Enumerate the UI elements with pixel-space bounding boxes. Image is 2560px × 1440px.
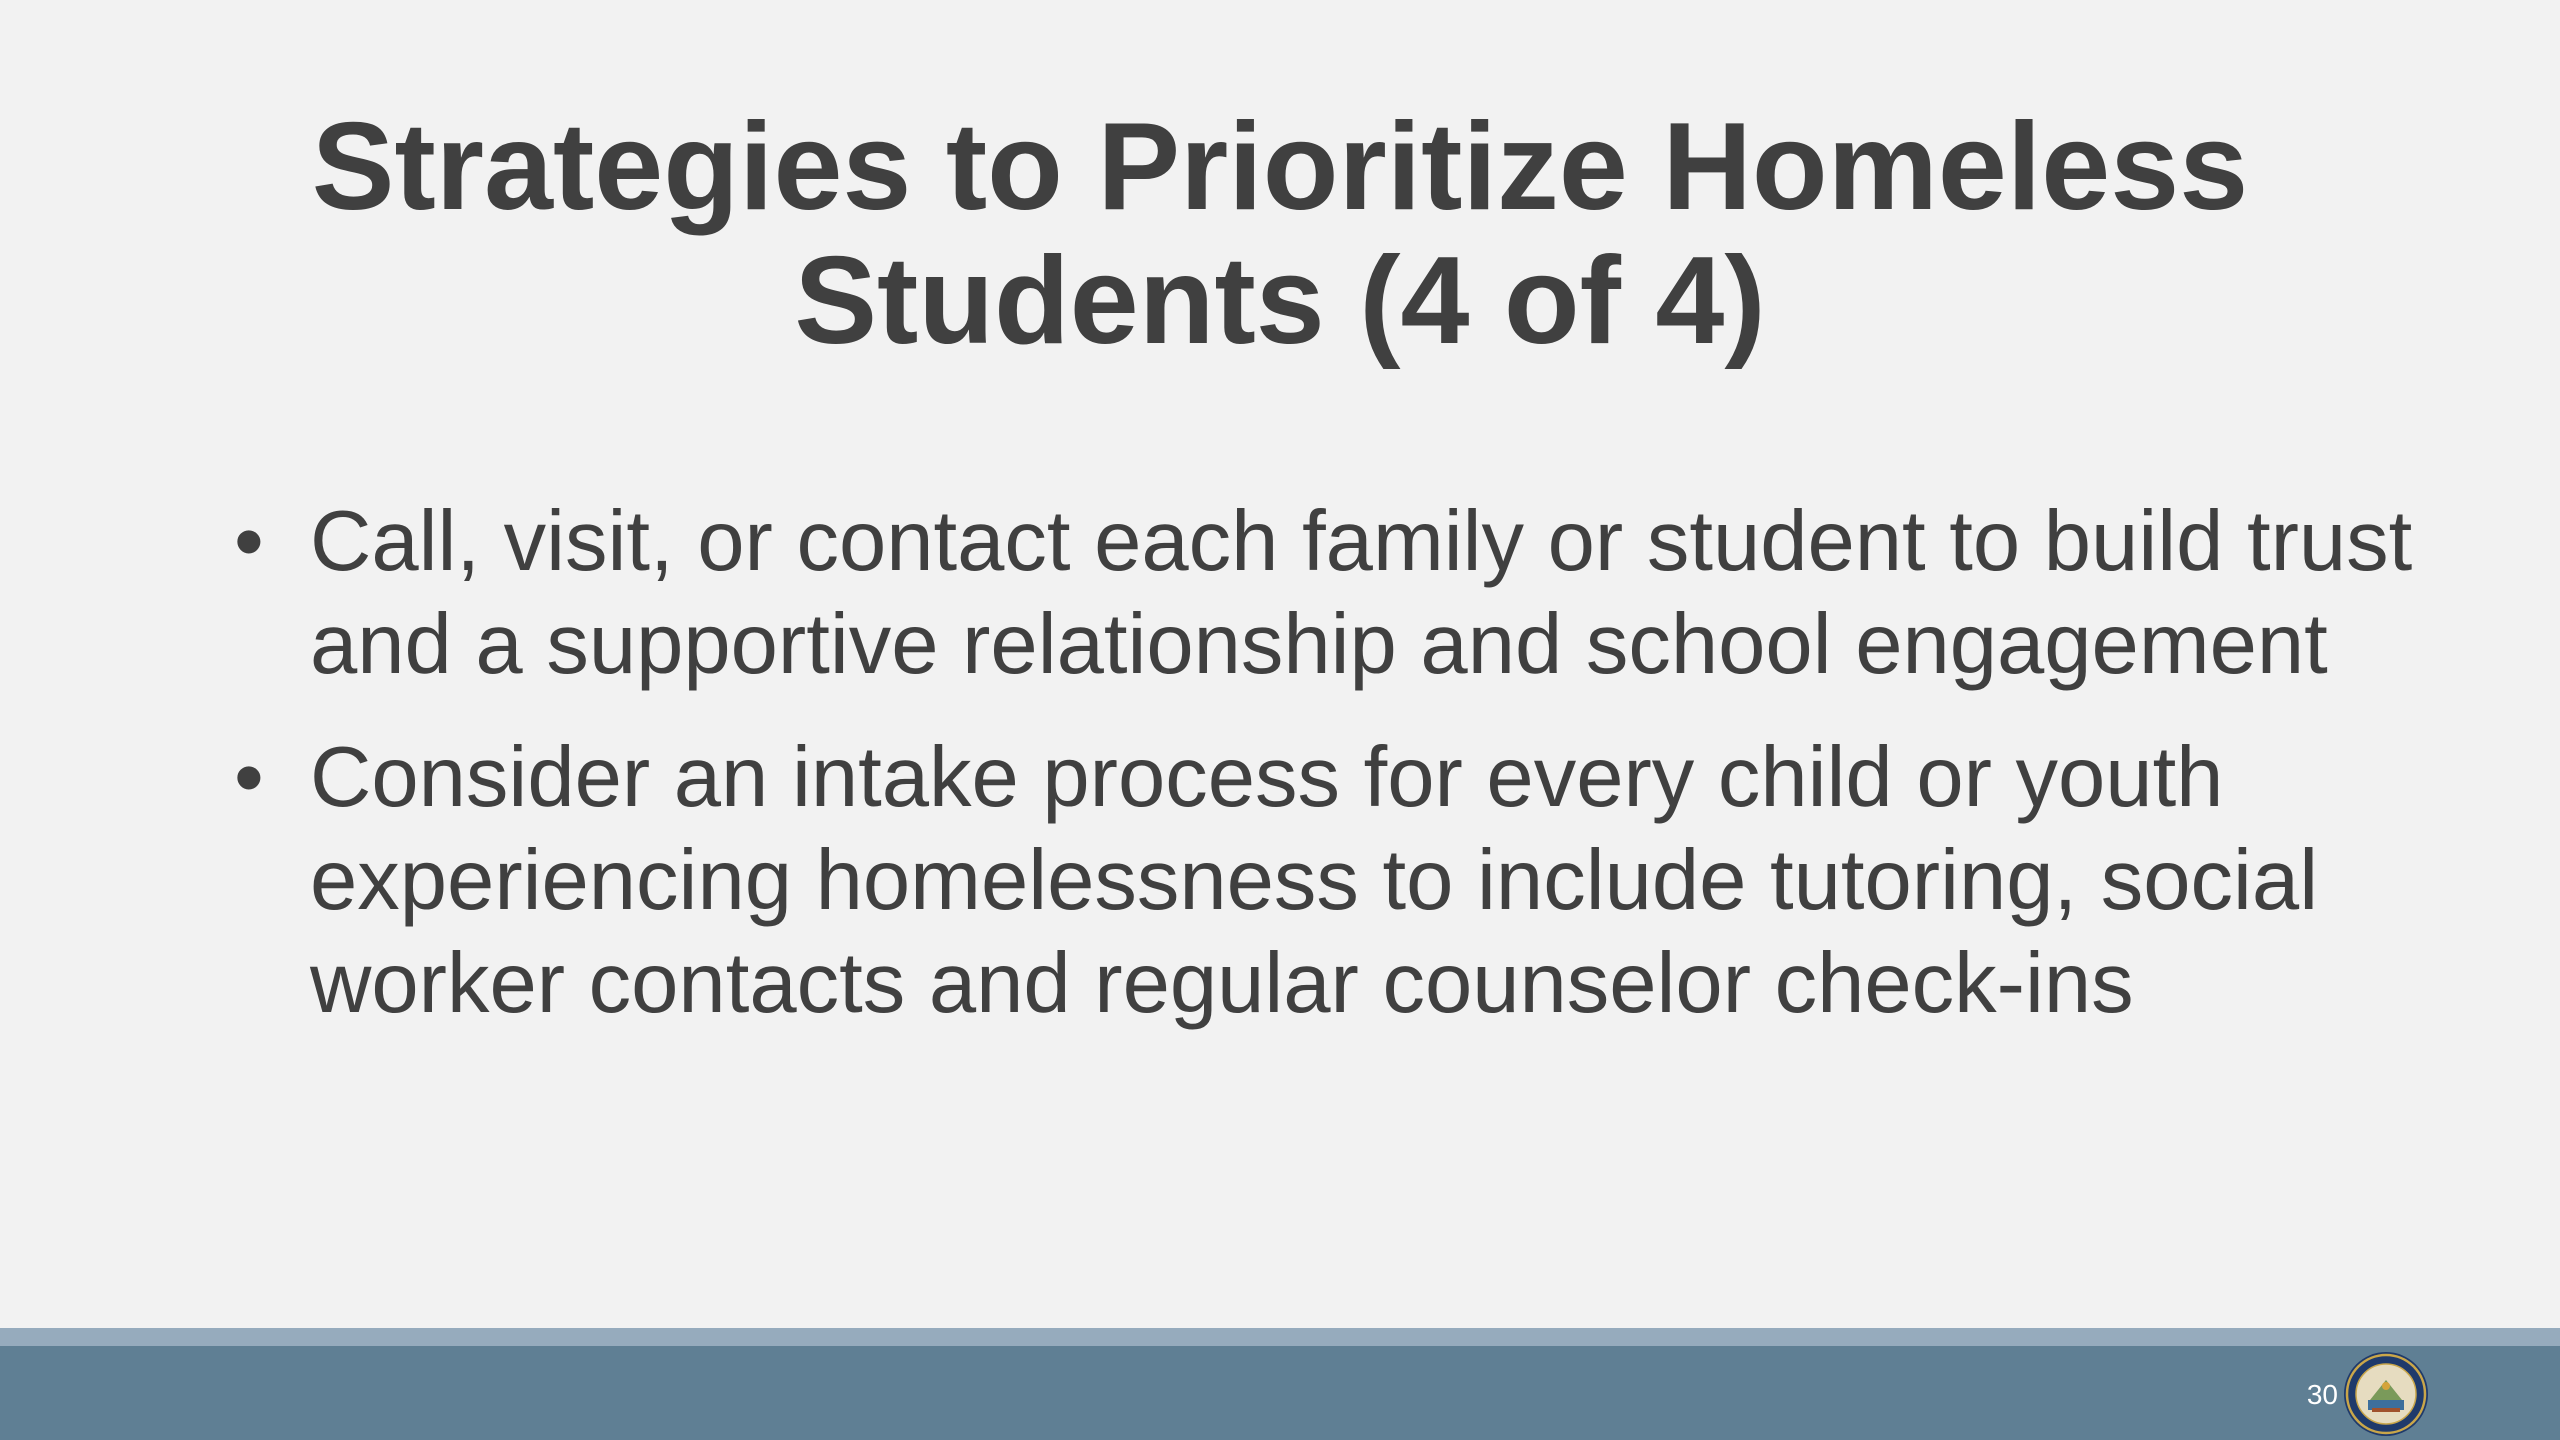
slide-title: [180, 100, 2380, 368]
bullet-marker: •: [234, 730, 264, 825]
footer-stripe: [0, 1328, 2560, 1346]
slide-title-line-1: Strategies to Prioritize Homeless: [311, 98, 2249, 236]
bullet-text-1: Call, visit, or contact each family or student to build trust and a supportive relationship and school engagement: [310, 494, 2413, 692]
state-seal-icon: [2342, 1350, 2430, 1438]
bullet-marker: •: [234, 494, 264, 589]
bullet-text-2: Consider an intake process for every child or youth experiencing homelessness to include tutoring, social worker contacts and regular counselor check-ins: [310, 730, 2319, 1031]
page-number: 30: [2306, 1379, 2338, 1410]
bullet-item-1: [0, 490, 2560, 696]
slide-title-line-2: Students (4 of 4): [794, 232, 1766, 370]
bullet-item-2: [0, 726, 2560, 1035]
footer-band: [0, 1346, 2560, 1440]
bullet-list: [0, 490, 2560, 1065]
